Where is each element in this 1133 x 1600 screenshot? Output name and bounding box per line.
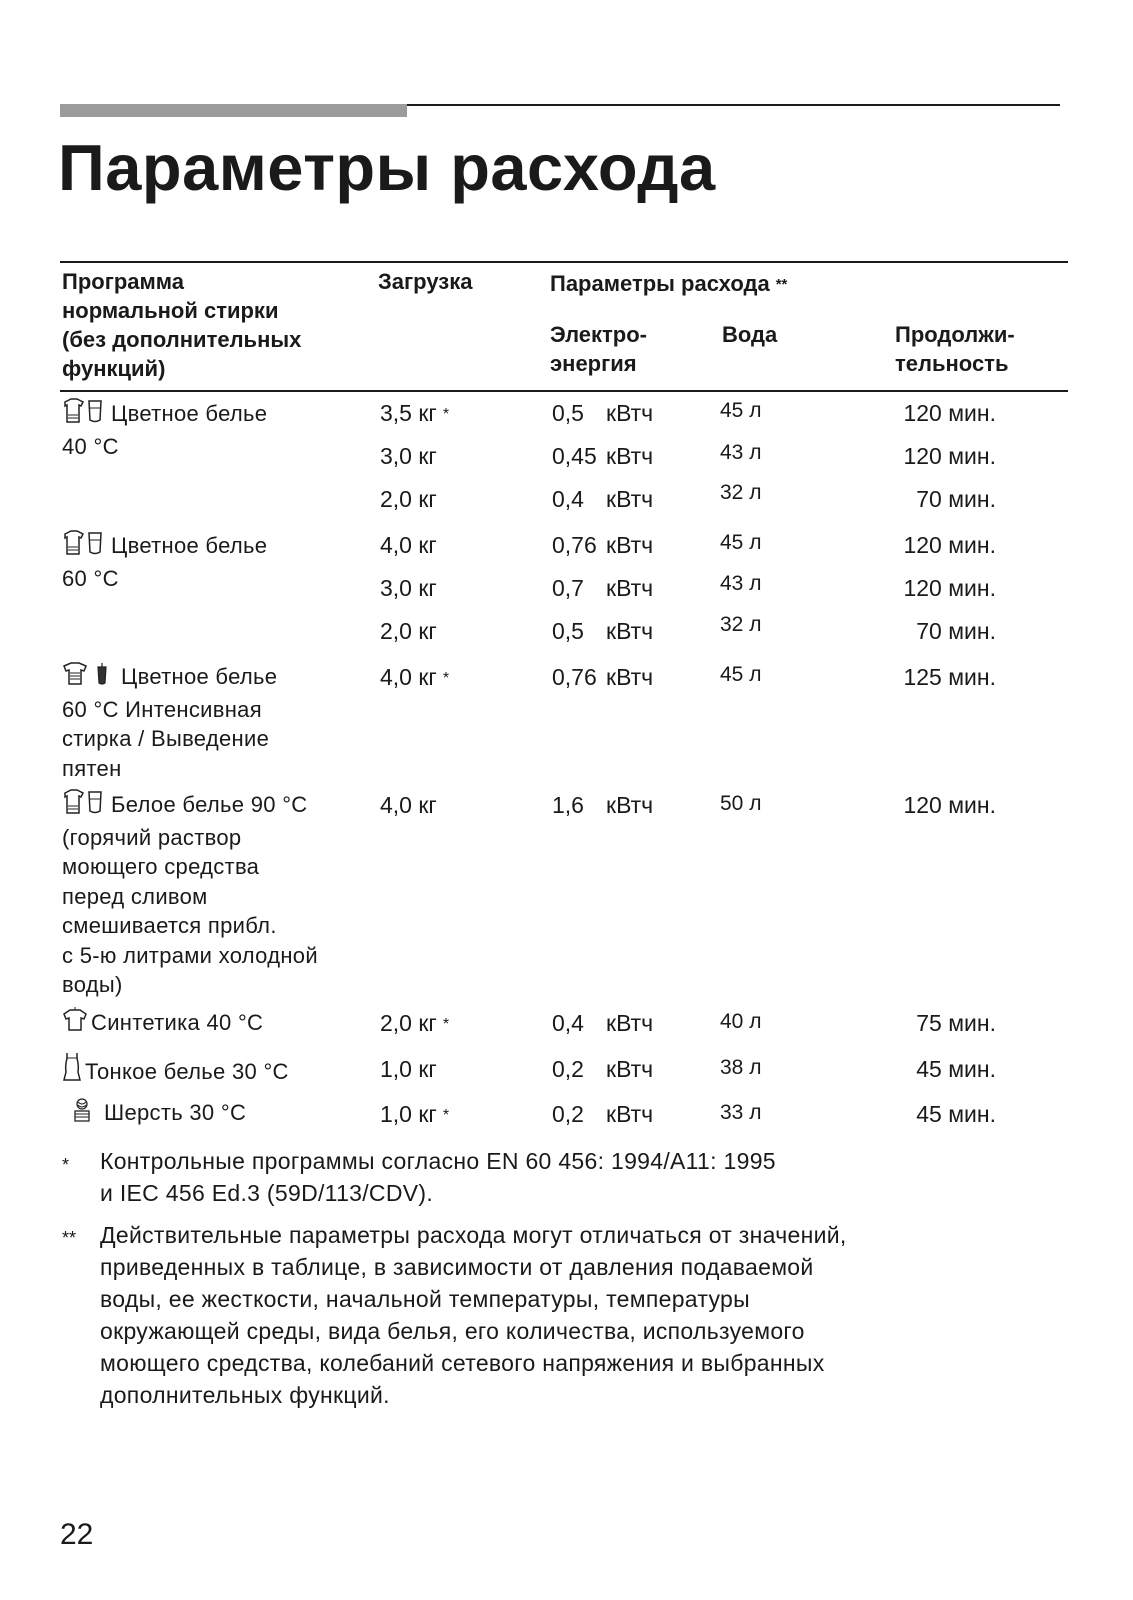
header-load: Загрузка (378, 269, 473, 294)
energy-value: 0,4 кВтч (552, 1010, 654, 1036)
table-top-rule (60, 261, 1068, 263)
top-accent-bar (60, 104, 407, 117)
footnote-1: Контрольные программы согласно EN 60 456: 1994/A11: 1995 и IEC 456 Ed.3 (59D/113/CDV). (100, 1148, 776, 1206)
energy-value: 0,76 кВтч (552, 664, 654, 690)
duration-value: 120 мин. (903, 400, 996, 426)
header-consumption: Параметры расхода ** (550, 271, 788, 296)
header-duration: Продолжи- тельность (895, 322, 1015, 376)
load-value: 2,0 кг (380, 486, 437, 512)
footnote-mark: * (62, 1155, 70, 1175)
top-rule (407, 104, 1060, 106)
duration-value: 70 мин. (916, 618, 996, 644)
energy-value: 0,45 кВтч (552, 443, 654, 469)
program-cell: Синтетика 40 °C (62, 1007, 263, 1041)
load-value: 3,5 кг * (380, 400, 450, 426)
program-cell: Белое белье 90 °C (горячий раствор моющего средства перед сливом смешивается прибл. с 5-ю литрами холодной воды) (62, 789, 318, 1000)
water-value: 32 л (720, 481, 762, 504)
water-value: 43 л (720, 572, 762, 595)
water-value: 50 л (720, 792, 762, 815)
duration-value: 120 мин. (903, 532, 996, 558)
water-value: 32 л (720, 613, 762, 636)
load-value: 2,0 кг * (380, 1010, 450, 1036)
water-value: 45 л (720, 663, 762, 686)
energy-value: 0,2 кВтч (552, 1056, 654, 1082)
page-title: Параметры расхода (58, 131, 716, 204)
load-value: 4,0 кг * (380, 664, 450, 690)
footnote-2: Действительные параметры расхода могут отличаться от значений, приведенных в таблице, в зависимости от давления подаваемой воды, ее жесткости, начальной температуры, температуры окружающей среды, вида белья, его количества, используемого моющего средства, колебаний сетевого напряжения и выбранных дополнительных функций. (100, 1222, 847, 1408)
energy-value: 0,5 кВтч (552, 400, 654, 426)
duration-value: 75 мин. (916, 1010, 996, 1036)
duration-value: 120 мин. (903, 443, 996, 469)
duration-value: 70 мин. (916, 486, 996, 512)
program-cell: Цветное белье 60 °C Интенсивная стирка / Выведение пятен (62, 661, 277, 783)
load-value: 1,0 кг (380, 1056, 437, 1082)
program-cell: Шерсть 30 °C (62, 1097, 246, 1131)
load-value: 1,0 кг * (380, 1101, 450, 1127)
program-cell: Цветное белье 40 °C (62, 398, 267, 461)
program-cell: Цветное белье 60 °C (62, 530, 267, 593)
energy-value: 0,7 кВтч (552, 575, 654, 601)
energy-value: 0,4 кВтч (552, 486, 654, 512)
header-energy: Электро- энергия (550, 322, 648, 376)
load-value: 3,0 кг (380, 443, 437, 469)
header-water: Вода (722, 322, 778, 347)
water-value: 45 л (720, 531, 762, 554)
water-value: 45 л (720, 399, 762, 422)
load-value: 2,0 кг (380, 618, 437, 644)
page-number: 22 (60, 1518, 94, 1551)
duration-value: 45 мин. (916, 1056, 996, 1082)
header-program: Программа нормальной стирки (без дополнительных функций) (62, 269, 302, 381)
energy-value: 0,5 кВтч (552, 618, 654, 644)
energy-value: 1,6 кВтч (552, 792, 654, 818)
water-value: 40 л (720, 1010, 762, 1033)
load-value: 3,0 кг (380, 575, 437, 601)
energy-value: 0,76 кВтч (552, 532, 654, 558)
water-value: 33 л (720, 1101, 762, 1124)
water-value: 38 л (720, 1056, 762, 1079)
duration-value: 125 мин. (903, 664, 996, 690)
footnote-mark: ** (62, 1228, 77, 1248)
header-bottom-rule (60, 390, 1068, 392)
duration-value: 45 мин. (916, 1101, 996, 1127)
duration-value: 120 мин. (903, 792, 996, 818)
load-value: 4,0 кг (380, 792, 437, 818)
energy-value: 0,2 кВтч (552, 1101, 654, 1127)
program-cell: Тонкое белье 30 °C (62, 1052, 289, 1090)
load-value: 4,0 кг (380, 532, 437, 558)
water-value: 43 л (720, 441, 762, 464)
duration-value: 120 мин. (903, 575, 996, 601)
